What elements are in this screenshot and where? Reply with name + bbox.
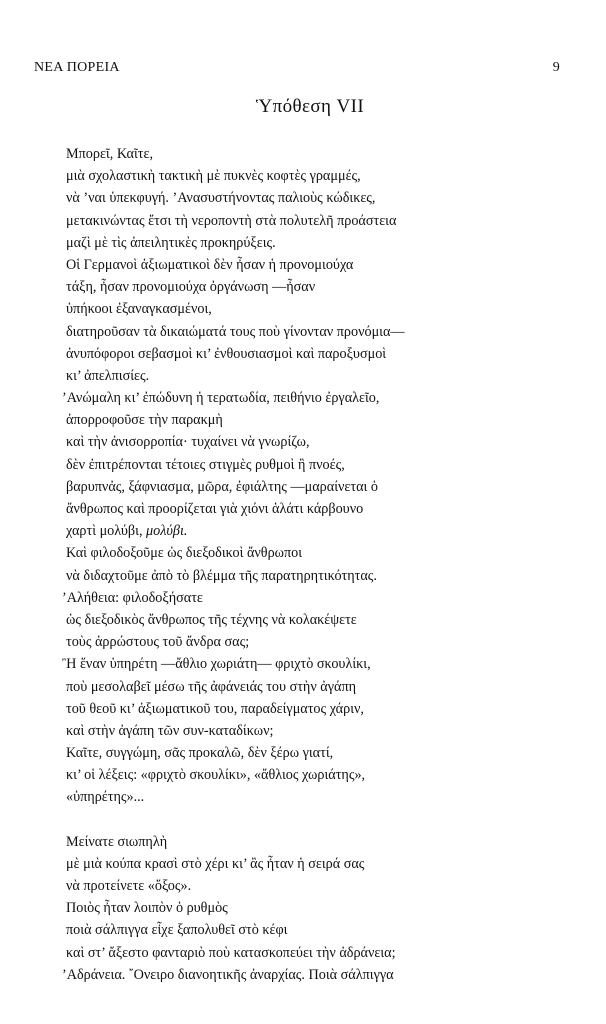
- poem-line: νὰ προτείνετε «ὄξος».: [66, 878, 192, 894]
- poem-line: βαρυπνἀς, ξάφνιασμα, μῶρα, ἐφιάλτης —μαραίνεται ὁ: [66, 478, 378, 495]
- poem-line: μὲ μιὰ κούπα κρασὶ στὸ χέρι κι’ ἂς ἦταν ἡ σειρά σας: [66, 855, 365, 872]
- poem-line: ποὺ μεσολαβεῖ μέσω τῆς ἀφάνειάς του στὴν ἀγάπη: [66, 678, 357, 695]
- poem-line: ἀπορροφοῦσε τὴν παρακμὴ: [66, 412, 223, 429]
- poem-line: ὡς διεξοδικὸς ἄνθρωπος τῆς τέχνης νὰ κολακέψετε: [66, 611, 357, 628]
- poem-line: ποιὰ σάλπιγγα εἶχε ξαπολυθεῖ στὸ κέφι: [66, 922, 288, 939]
- poem-line: «ὑπηρέτης»...: [66, 789, 145, 806]
- poem-line: ἀνυπόφοροι σεβασμοὶ κι’ ἐνθουσιασμοὶ καὶ παροξυσμοὶ: [66, 345, 387, 362]
- poem-line: κι’ οἱ λέξεις: «φριχτὸ σκουλίκι», «ἄθλιος χωριάτης»,: [66, 767, 366, 784]
- poem-line: νὰ ’ναι ὑπεκφυγή. ’Ανασυστήνοντας παλιοὺς κώδικες,: [66, 190, 376, 207]
- italic-word: μολύβι.: [146, 523, 188, 540]
- poem-line: μαζὶ μὲ τὶς ἀπειλητικὲς προκηρύξεις.: [66, 234, 276, 251]
- poem-line: ’Αδράνεια. ῎Ονειρο διανοητικῆς ἀναρχίας. Ποιὰ σάλπιγγα: [62, 966, 394, 983]
- poem-line: καὶ τὴν ἀνισορροπία· τυχαίνει νὰ γνωρίζω,: [66, 434, 310, 451]
- poem-line: δὲν ἐπιτρέπονται τέτοιες στιγμὲς ρυθμοὶ ἢ πνοές,: [66, 456, 345, 473]
- poem-line: Μείνατε σιωπηλὴ: [66, 833, 168, 850]
- poem-line: καὶ στ’ ἄξεστο φανταριὸ ποὺ κατασκοπεύει τὴν ἀδράνεια;: [66, 944, 396, 961]
- poem-line: νὰ διδαχτοῦμε ἀπὸ τὸ βλέμμα τῆς παρατηρητικότητας.: [66, 567, 377, 584]
- poem-line: ὑπήκοοι ἐξαναγκασμένοι,: [66, 301, 212, 318]
- poem-line: τάξη, ἦσαν προνομιούχα ὀργάνωση —ἦσαν: [66, 279, 316, 296]
- poem-line: Ποιὸς ἦταν λοιπὸν ὁ ρυθμὸς: [66, 900, 228, 917]
- poem-line: κι’ ἀπελπισίες.: [66, 367, 150, 384]
- poem-line: ἄνθρωπος καὶ προορίζεται γιὰ χιόνι ἁλάτι κάρβουνο: [66, 501, 364, 517]
- running-header: [34, 60, 560, 76]
- poem-line: Μπορεῖ, Καῖτε,: [66, 146, 153, 162]
- poem-line: ’Αλήθεια: φιλοδοξήσατε: [62, 589, 203, 606]
- poem-line: ’Ανώμαλη κι’ ἐπώδυνη ἡ τερατωδία, πειθήνιο ἐργαλεῖο,: [62, 390, 380, 407]
- poem-title: Ὑπόθεση VII: [255, 96, 365, 117]
- poem-line: Καῖτε, συγγώμη, σᾶς προκαλῶ, δὲν ξέρω γιατί,: [66, 745, 334, 762]
- poem-line: διατηροῦσαν τὰ δικαιώματά τους ποὺ γίνονταν προνόμια—: [66, 323, 405, 340]
- poem-line: Καὶ φιλοδοξοῦμε ὡς διεξοδικοὶ ἄνθρωποι: [66, 545, 303, 562]
- poem-line: μετακινώντας ἔτσι τὴ νεροποντὴ στὰ πολυτελῆ προάστεια: [66, 212, 397, 229]
- poem-line: [66, 520, 566, 542]
- poem-line: τοὺς ἀρρώστους τοῦ ἄνδρα σας;: [66, 634, 250, 651]
- poem-line: καὶ στὴν ἀγάπη τῶν συν-καταδίκων;: [66, 722, 274, 739]
- poem-body: [62, 143, 566, 986]
- poem-line: Οἱ Γερμανοὶ ἀξιωματικοὶ δὲν ἦσαν ἡ προνομιούχα: [66, 256, 354, 273]
- poem-line: μιὰ σχολαστικὴ τακτικὴ μὲ πυκνὲς κοφτὲς γραμμές,: [66, 168, 361, 185]
- running-title: ΝΕΑ ΠΟΡΕΙΑ: [34, 60, 120, 75]
- poem-line-text: χαρτὶ μολύβι,: [66, 523, 147, 540]
- poem-line: Ἢ ἕναν ὑπηρέτη —ἄθλιο χωριάτη— φριχτὸ σκουλίκι,: [62, 656, 371, 673]
- page-number: 9: [552, 60, 560, 75]
- poem-line: τοῦ θεοῦ κι’ ἀξιωματικοῦ του, παραδείγματος χάριν,: [66, 700, 364, 717]
